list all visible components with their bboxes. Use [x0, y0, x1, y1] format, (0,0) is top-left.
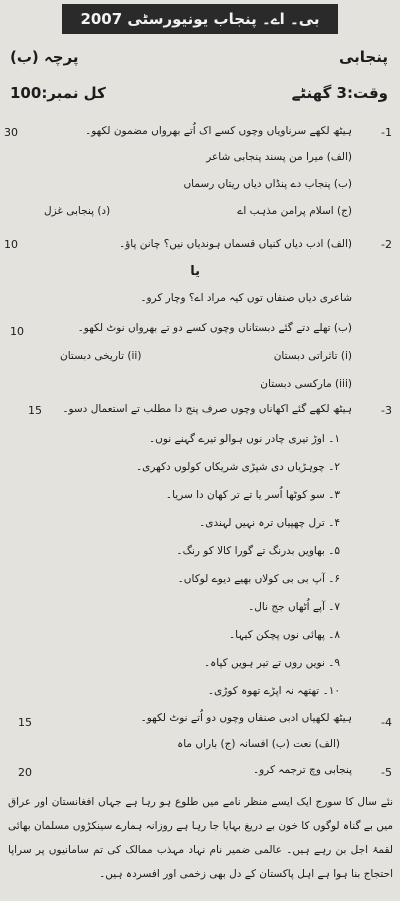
- q4-options: (الف) نعت (ب) افسانہ (ج) باراں ماہ: [177, 738, 340, 750]
- q2-part-b: (ب) تھلے دتے گئے دبستاناں وچوں کسے دو تے بھرواں نوٹ لکھو۔: [77, 322, 352, 334]
- q5-marks: 20: [18, 766, 32, 779]
- q3-item-9: ۹۔ نویں روں تے تیر ہویں کپاہ۔: [203, 657, 340, 669]
- q3-item-7: ۷۔ آپے اُٹھاں جج نال۔: [248, 601, 340, 613]
- q3-number: -3: [381, 404, 392, 417]
- q1-option-c: (ج) اسلام پرامن مذہب اے: [237, 205, 352, 217]
- q2-marks: 10: [4, 238, 18, 251]
- q3-stem: ہیٹھ لکھے گئے اکھاناں وچوں صرف پنج دا مطلب تے استعمال دسو۔: [62, 403, 352, 415]
- q2-option-ii: (ii) تاریخی دبستان: [60, 350, 142, 362]
- time-label: وقت:3 گھنٹے: [291, 84, 388, 102]
- q5-passage: نئے سال کا سورج ایک ایسے منظر نامے میں طلوع ہو رہا ہے جہاں افغانستان اور عراق میں بے گناہ لوگوں کا خون بے دریغ بہایا جا رہا ہے روزانہ ہمارے سینکڑوں مسلمان بھائی لقمۂ اجل بن رہے ہیں۔ عالمی ضمیر نام نہاد مہذب ممالک کی تم سامانیوں پر سراپا احتجاج بنا ہوا ہے اہل پاکستان کے دل بھی زخمی اور افسردہ ہیں۔: [8, 796, 393, 880]
- q1-stem: ہیٹھ لکھے سرناویاں وچوں کسے اک اُتے بھرواں مضمون لکھو۔: [85, 125, 352, 137]
- q3-item-4: ۴۔ ترل چھپیاں ترہ نہیں لہندی۔: [199, 517, 340, 529]
- q2-option-i: (i) تاثراتی دبستان: [273, 350, 352, 362]
- q4-number: -4: [381, 716, 392, 729]
- q3-item-5: ۵۔ بھاویں بدرنگ تے گورا کالا کو رنگ۔: [176, 545, 340, 557]
- q2-number: -2: [381, 238, 392, 251]
- q1-option-d: (د) پنجابی غزل: [44, 205, 111, 217]
- subject-title: پنجابی: [338, 48, 388, 66]
- q3-item-2: ۲۔ چوہڑیاں دی شپڑی شریکاں کولوں دکھری۔: [135, 461, 340, 473]
- q1-option-b: (ب) پنجاب دے پنڈاں دیاں ریتاں رسماں: [183, 178, 352, 190]
- q3-item-8: ۸۔ پھائی نوں پچکن کیہا۔: [229, 629, 340, 641]
- q2-alternative: شاعری دیاں صنفاں توں کیہ مراد اے؟ وچار کرو۔: [140, 292, 352, 304]
- q1-option-a: (الف) میرا من پسند پنجابی شاعر: [206, 151, 352, 163]
- q3-item-6: ۶۔ آپ بی بی کولاں بھیے دیوے لوکاں۔: [177, 573, 340, 585]
- q2-or: یا: [190, 264, 200, 279]
- q3-marks: 15: [28, 404, 42, 417]
- q1-marks: 30: [4, 126, 18, 139]
- q2-part-a: (الف) ادب دیاں کنیاں قسماں ہوندیاں نیں؟ چانن پاؤ۔: [119, 238, 352, 250]
- q5-number: -5: [381, 766, 392, 779]
- q3-item-10: ۱۰۔ تھتھہ نہ اپڑے تھوہ کوڑی۔: [207, 685, 340, 697]
- q5-stem: پنجابی وچ ترجمہ کرو۔: [252, 764, 352, 776]
- q3-item-1: ۱۔ اوڑ تیری چادر نوں ہوالو تیرے گہنے نوں۔: [149, 433, 340, 445]
- q2b-marks: 10: [10, 325, 24, 338]
- q2-option-iii: (iii) مارکسی دبستان: [260, 378, 352, 390]
- paper-label: پرچہ (ب): [10, 48, 79, 66]
- q4-marks: 15: [18, 716, 32, 729]
- q4-stem: ہیٹھ لکھیاں ادبی صنفاں وچوں دو اُتے نوٹ لکھو۔: [140, 712, 352, 724]
- total-marks: کل نمبر:100: [10, 84, 106, 102]
- q1-number: -1: [381, 126, 392, 139]
- q3-item-3: ۳۔ سو کوٹھا اُسر یا تے تر کھان دا سریا۔: [165, 489, 340, 501]
- exam-banner: بی۔ اے۔ پنجاب یونیورسٹی 2007: [62, 4, 338, 34]
